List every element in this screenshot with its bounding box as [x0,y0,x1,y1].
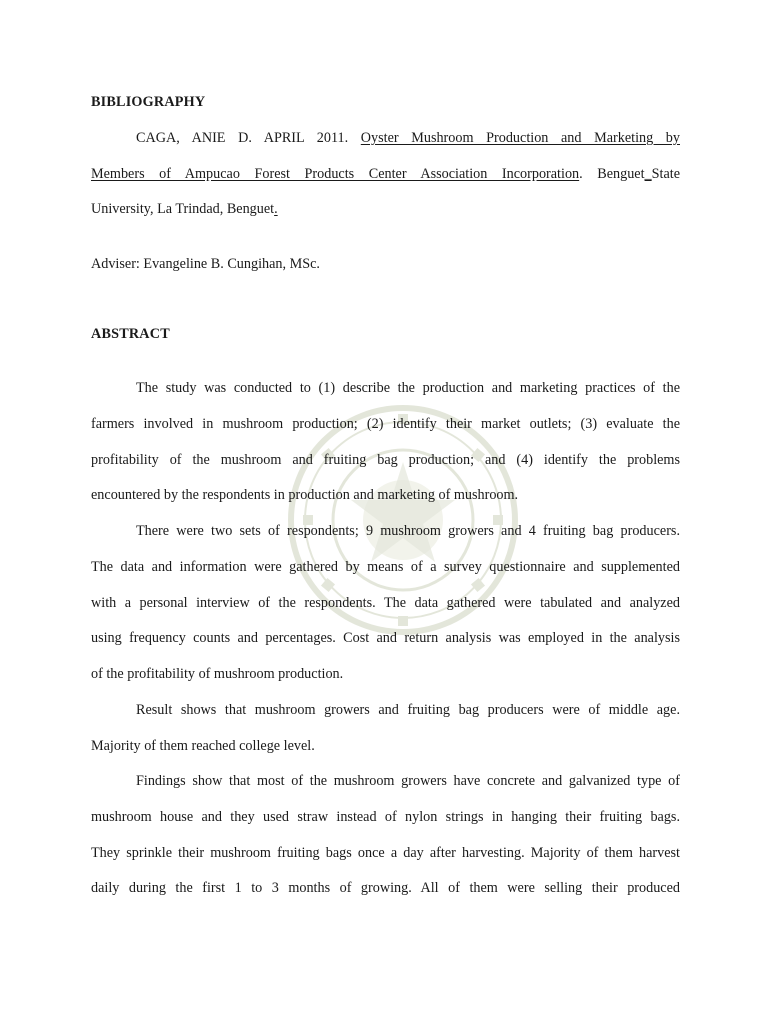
citation-line-1 [91,129,680,147]
abstract-line: Majority of them reached college level. [91,738,315,754]
adviser-line: Adviser: Evangeline B. Cungihan, MSc. [91,256,320,272]
abstract-line: profitability of the mushroom and fruiting bag production; and (4) identify the problems [91,452,680,468]
abstract-line: of the profitability of mushroom production. [91,666,344,682]
citation-underscore: _ [644,166,652,182]
citation-period: . [274,201,278,217]
abstract-line: The data and information were gathered by means of a survey questionnaire and supplemented [91,559,680,575]
abstract-line: Result shows that mushroom growers and fruiting bag producers were of middle age. [136,702,680,718]
abstract-line: daily during the first 1 to 3 months of growing. All of them were selling their produced [91,880,680,896]
citation-line-2 [91,165,680,183]
abstract-line: They sprinkle their mushroom fruiting bags once a day after harvesting. Majority of them harvest [91,845,680,861]
abstract-line: There were two sets of respondents; 9 mushroom growers and 4 fruiting bag producers. [136,523,680,539]
citation-publisher-part1: . Benguet [579,166,645,182]
citation-line-3 [91,200,680,218]
abstract-line: encountered by the respondents in production and marketing of mushroom. [91,487,519,503]
abstract-line: mushroom house and they used straw instead of nylon strings in hanging their fruiting bags. [91,809,680,825]
citation-title-part2: Members of Ampucao Forest Products Center Association Incorporation [91,166,580,182]
abstract-line: The study was conducted to (1) describe the production and marketing practices of the [136,380,680,396]
abstract-line: with a personal interview of the respondents. The data gathered were tabulated and analyzed [91,595,680,611]
abstract-line: using frequency counts and percentages. Cost and return analysis was employed in the analysis [91,630,680,646]
citation-title-part1: Oyster Mushroom Production and Marketing by [360,130,680,146]
citation-publisher-line2: University, La Trindad, Benguet [91,201,275,217]
citation-publisher-part2: State [651,166,681,182]
abstract-line: farmers involved in mushroom production; (2) identify their market outlets; (3) evaluate the [91,416,680,432]
abstract-heading: ABSTRACT [91,326,170,342]
citation-author-date: CAGA, ANIE D. APRIL 2011. [136,130,349,146]
abstract-line: Findings show that most of the mushroom growers have concrete and galvanized type of [136,773,680,789]
bibliography-heading: BIBLIOGRAPHY [91,94,206,110]
